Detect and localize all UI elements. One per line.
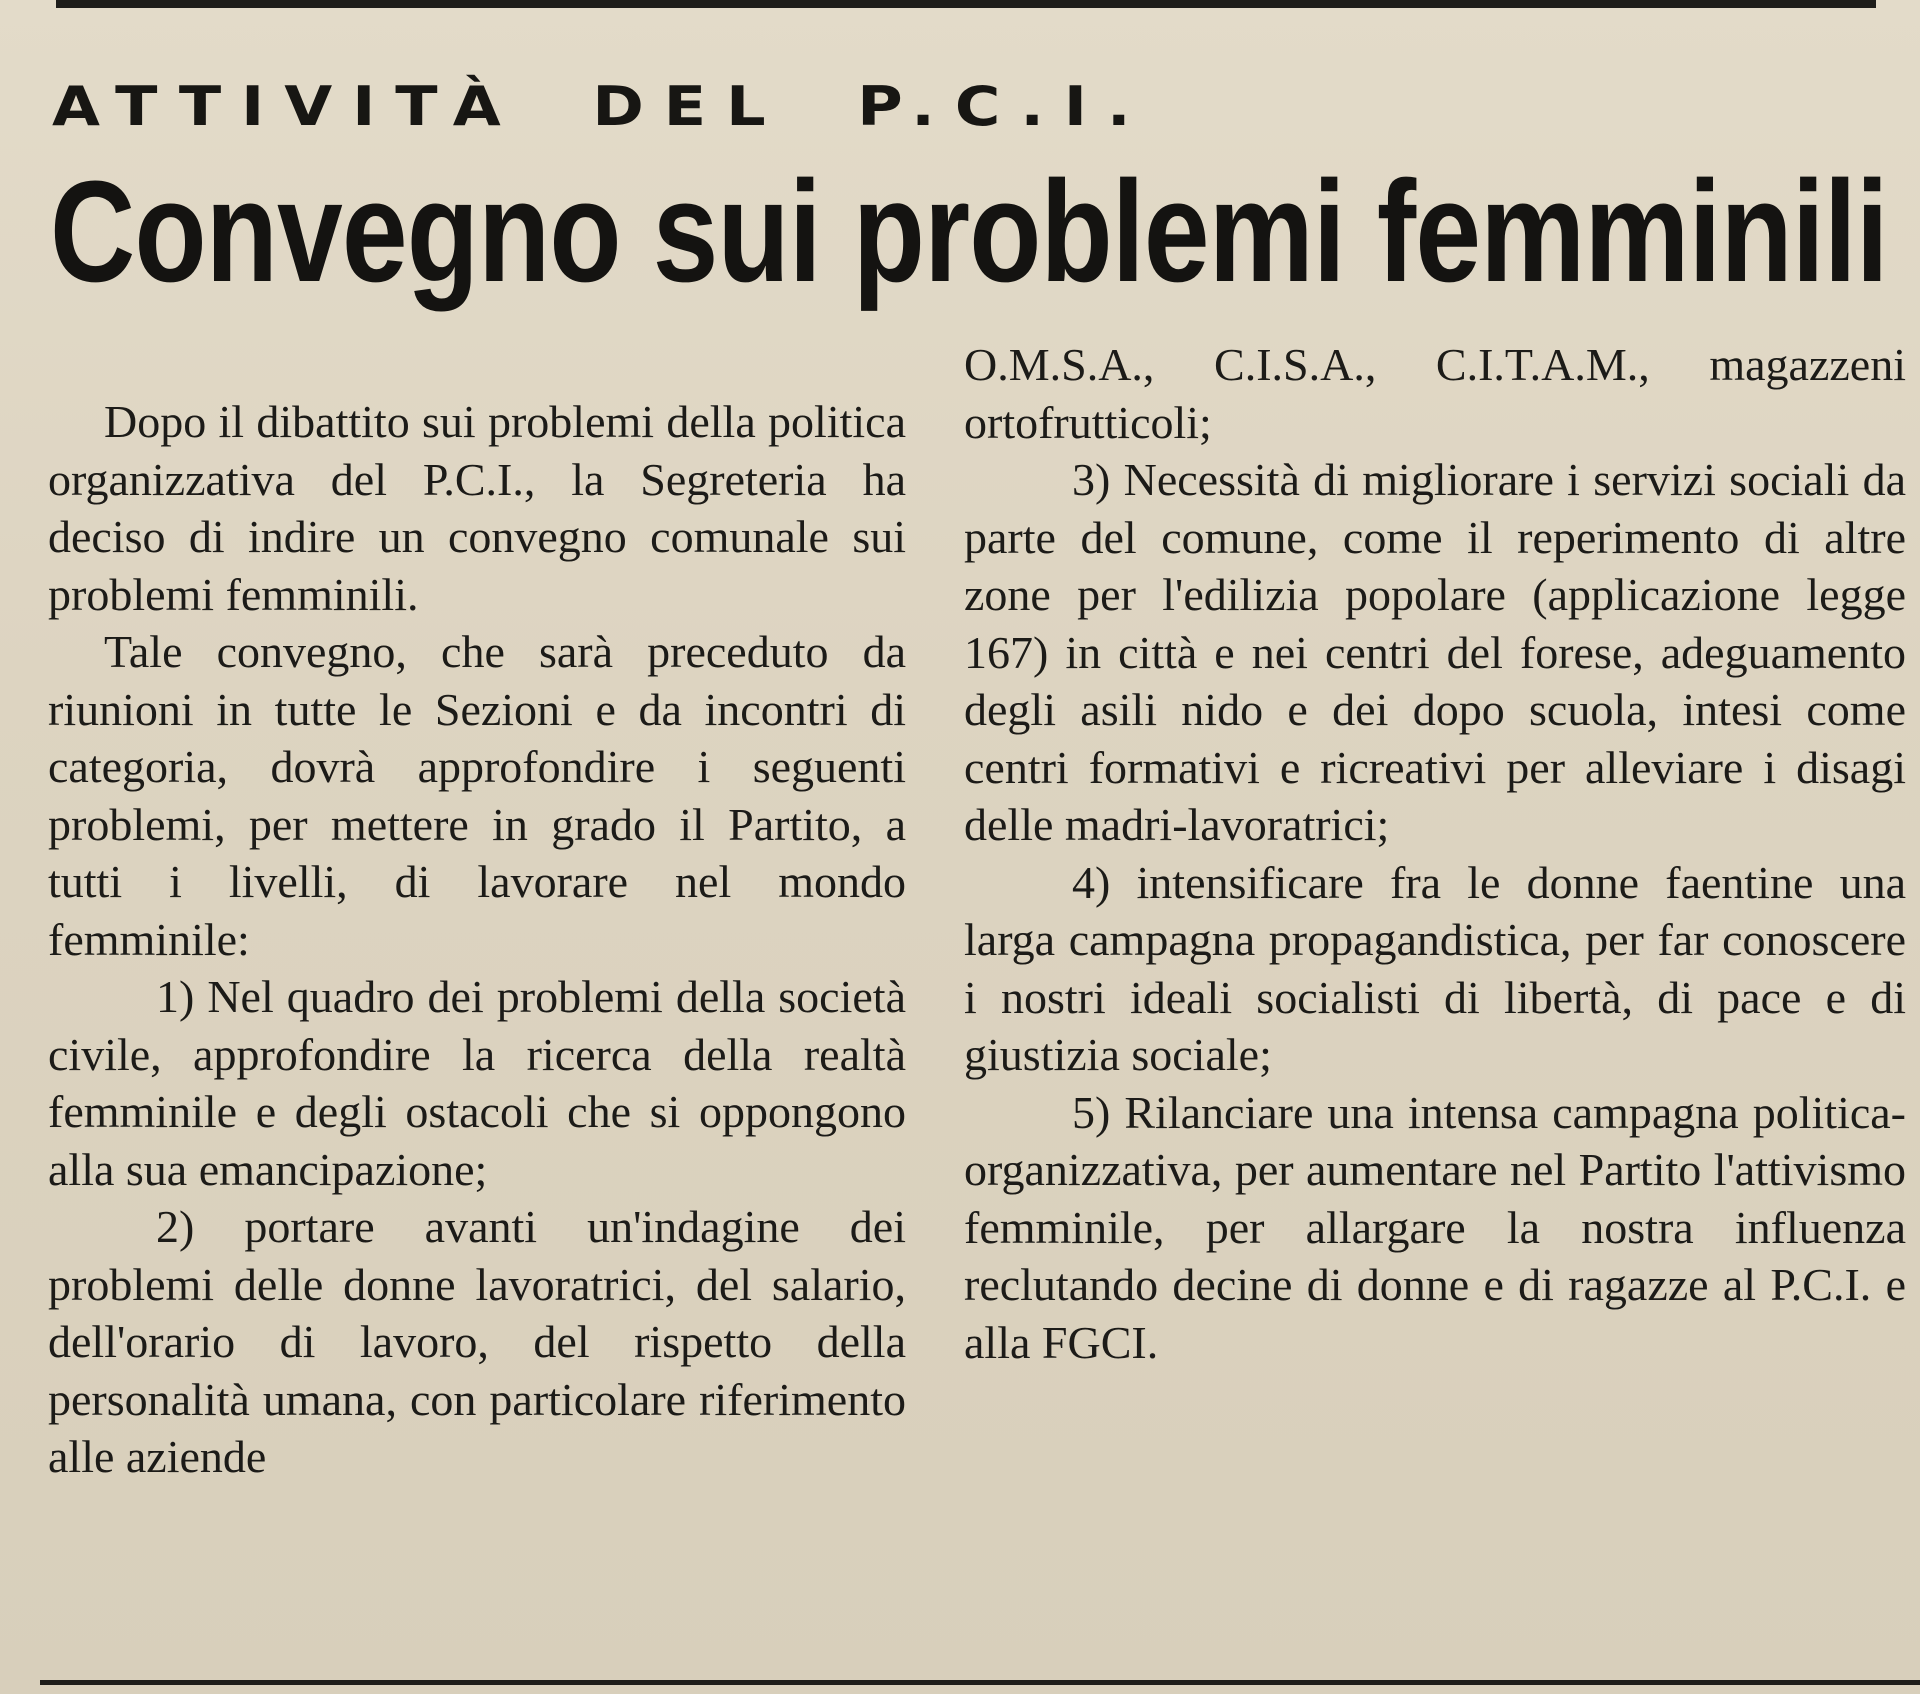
right-column	[964, 336, 1906, 1371]
bottom-rule	[40, 1680, 1920, 1685]
list-item-2: 2) portare avanti un'indagine dei problemi delle donne lavoratrici, del salario, dell'orario di lavoro, del rispetto della personalità umana, con particolare riferimento alle aziende	[48, 1201, 906, 1482]
top-rule	[56, 0, 1876, 8]
left-column	[48, 393, 906, 1486]
list-item-1: 1) Nel quadro dei problemi della società civile, approfondire la ricerca della realtà femminile e degli ostacoli che si oppongono alla sua emancipazione;	[48, 971, 906, 1195]
section-kicker: ATTIVITÀ DEL P.C.I.	[52, 74, 1151, 139]
list-item-3: 3) Necessità di migliorare i servizi sociali da parte del comune, come il reperimento di altre zone per l'edilizia popolare (applicazione legge 167) in città e nei centri del forese, adeguamento degli asili nido e dei dopo scuola, intesi come centri formativi e ricreativi per alleviare i disagi delle madri-lavoratrici;	[964, 454, 1906, 850]
headline: Convegno sui problemi femminili	[50, 151, 1888, 312]
paragraph-intro: Dopo il dibattito sui problemi della politica organizzativa del P.C.I., la Segreteria ha deciso di indire un convegno comunale sui problemi femminili.	[48, 396, 906, 620]
paragraph-continuation: O.M.S.A., C.I.S.A., C.I.T.A.M., magazzeni ortofrutticoli;	[964, 339, 1906, 448]
paragraph-convegno: Tale convegno, che sarà preceduto da riunioni in tutte le Sezioni e da incontri di categoria, dovrà approfondire i seguenti problemi, per mettere in grado il Partito, a tutti i livelli, di lavorare nel mondo femminile:	[48, 626, 906, 965]
list-item-5: 5) Rilanciare una intensa campagna politica-organizzativa, per aumentare nel Partito l'attivismo femminile, per allargare la nostra influenza reclutando decine di donne e di ragazze al P.C.I. e alla FGCI.	[964, 1086, 1906, 1368]
list-item-4: 4) intensificare fra le donne faentine una larga campagna propagandistica, per far conoscere i nostri ideali socialisti di libertà, di pace e di giustizia sociale;	[964, 856, 1906, 1080]
